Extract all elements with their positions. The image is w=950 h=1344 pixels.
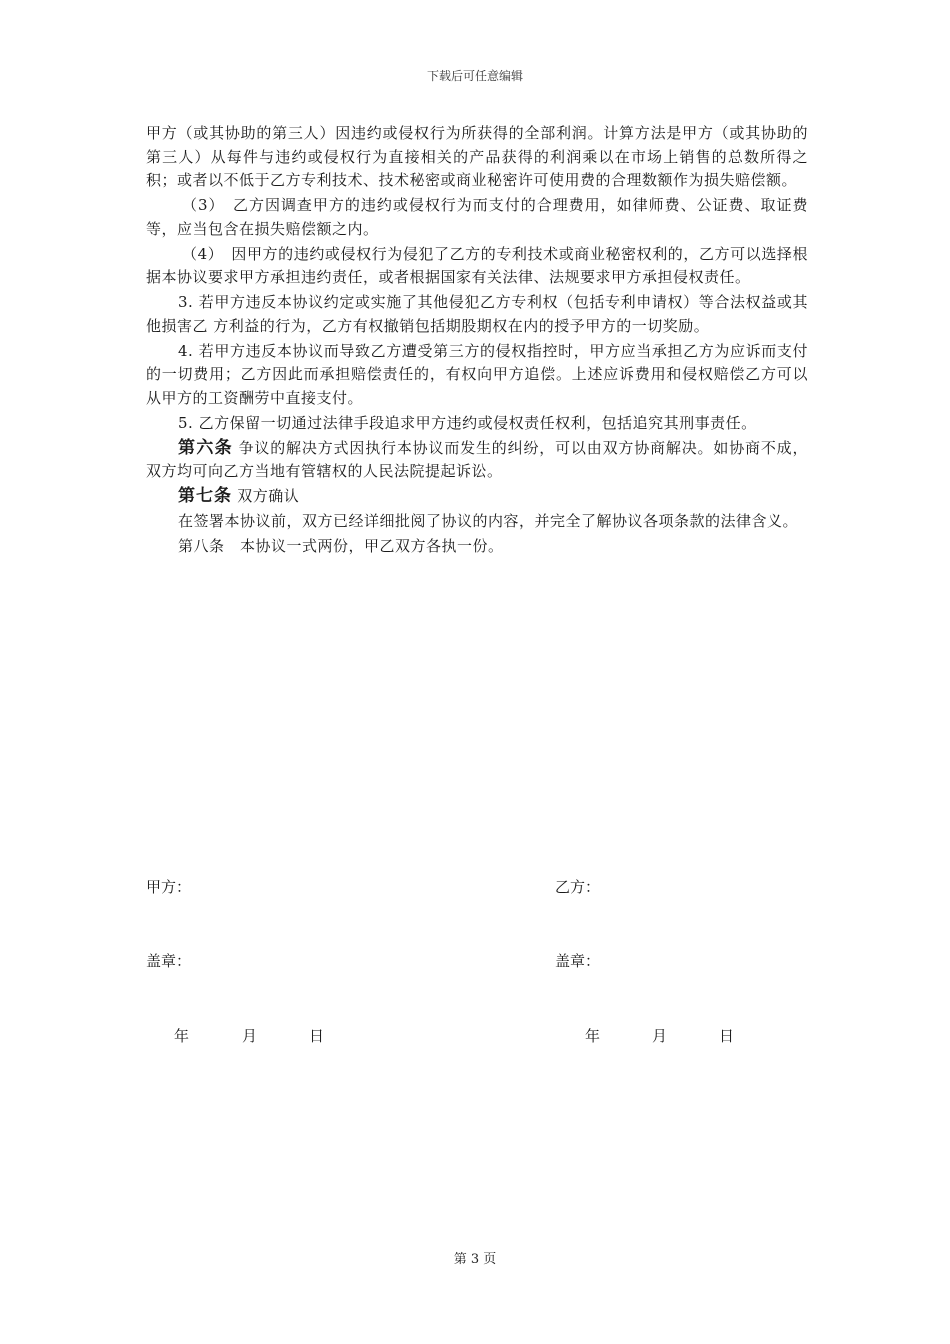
article-6-heading: 第六条 xyxy=(178,437,233,458)
date-row-a xyxy=(174,1025,324,1046)
seal-b-label: 盖章： xyxy=(555,952,601,970)
article-7-body: 双方确认 xyxy=(232,487,300,505)
month-label: 月 xyxy=(652,1027,668,1045)
paragraph-clause-3: （3） 乙方因调查甲方的违约或侵权行为而支付的合理费用，如律师费、公证费、取证费等，应当包含在损失赔偿额之内。 xyxy=(146,196,808,238)
paragraph-confirmation: 在签署本协议前，双方已经详细批阅了协议的内容，并完全了解协议各项条款的法律含义。 xyxy=(178,512,799,530)
article-6-body: 争议的解决方式因执行本协议而发生的纠纷，可以由双方协商解决。如协商不成，双方均可向乙方当地有管辖权的人民法院提起诉讼。 xyxy=(146,438,808,480)
month-label: 月 xyxy=(242,1027,258,1045)
article-8: 第八条 本协议一式两份，甲乙双方各执一份。 xyxy=(178,537,504,555)
page-number: 第 3 页 xyxy=(453,1252,497,1267)
article-6 xyxy=(146,437,808,484)
day-label: 日 xyxy=(719,1027,735,1045)
document-body xyxy=(146,122,808,560)
seal-a-label: 盖章： xyxy=(146,952,192,970)
date-row-b xyxy=(585,1025,734,1046)
paragraph-item-3: 3. 若甲方违反本协议约定或实施了其他侵犯乙方专利权（包括专利申请权）等合法权益或其他损害乙 方利益的行为，乙方有权撤销包括期股期权在内的授予甲方的一切奖励。 xyxy=(146,293,808,335)
article-7 xyxy=(146,485,808,509)
paragraph-item-5: 5. 乙方保留一切通过法律手段追求甲方违约或侵权责任权利，包括追究其刑事责任。 xyxy=(178,413,757,432)
paragraph-clause-4: （4） 因甲方的违约或侵权行为侵犯了乙方的专利技术或商业秘密权利的，乙方可以选择根据本协议要求甲方承担违约责任，或者根据国家有关法律、法规要求甲方承担侵权责任。 xyxy=(146,244,808,286)
page-header: 下载后可任意编辑 xyxy=(426,69,523,83)
paragraph-item-4: 4. 若甲方违反本协议而导致乙方遭受第三方的侵权指控时，甲方应当承担乙方为应诉而支付的一切费用；乙方因此而承担赔偿责任的，有权向甲方追偿。上述应诉费用和侵权赔偿乙方可以从甲方的工资酬劳中直接支付。 xyxy=(146,341,808,407)
article-7-heading: 第七条 xyxy=(178,486,232,506)
day-label: 日 xyxy=(309,1027,325,1045)
party-a-label: 甲方： xyxy=(146,878,192,896)
party-b-label: 乙方： xyxy=(555,878,601,896)
year-label: 年 xyxy=(174,1027,190,1045)
year-label: 年 xyxy=(585,1027,601,1045)
paragraph-profit-calculation: 甲方（或其协助的第三人）因违约或侵权行为所获得的全部利润。计算方法是甲方（或其协助的第三人）从每件与违约或侵权行为直接相关的产品获得的利润乘以在市场上销售的总数所得之积；或者以不低于乙方专利技术、技术秘密或商业秘密许可使用费的合理数额作为损失赔偿额。 xyxy=(146,124,808,189)
